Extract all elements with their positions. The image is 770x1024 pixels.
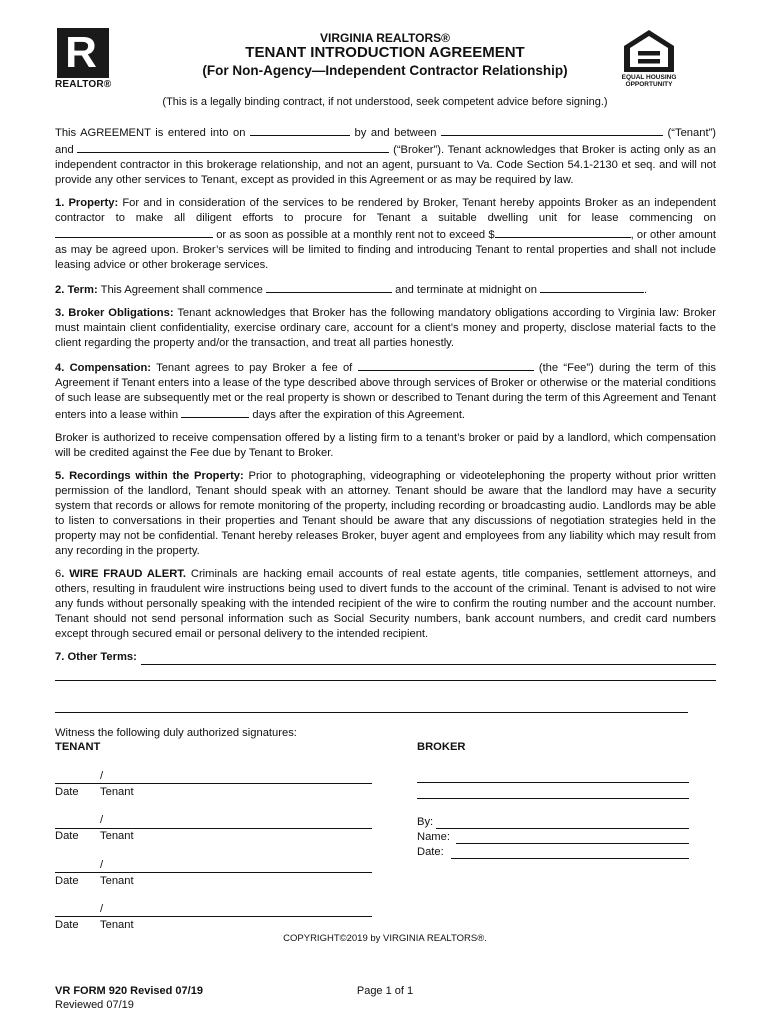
max-rent-field[interactable]	[495, 226, 631, 238]
broker-printed-name-field[interactable]	[456, 843, 689, 844]
tenant-sig-2-slash: /	[100, 814, 104, 826]
tenant-signature-3-field[interactable]	[55, 872, 372, 873]
intro-text-3: (“Tenant”) and	[55, 127, 717, 156]
tenant-sig-4-tenant-label: Tenant	[100, 919, 134, 931]
copyright: COPYRIGHT©2019 by VIRGINIA REALTORS®.	[283, 933, 487, 944]
broker-firm-field[interactable]	[417, 782, 689, 783]
agreement-date-field[interactable]	[250, 124, 350, 136]
compensation-text-1: Tenant agrees to pay Broker a fee of	[156, 362, 353, 374]
fee-field[interactable]	[358, 359, 534, 371]
intro-text-1: This AGREEMENT is entered into on	[55, 127, 246, 139]
reviewed-date: Reviewed 07/19	[55, 999, 134, 1011]
recordings-text: Prior to photographing, videographing or videotelephoning the property without prior written permission of the landlord, Tenant should speak with an attorney. Tenant should be aware that the landlord may have a security system that records or allows for remote monitoring of the property, including recording or broadcasting audio. Landlords may be able to listen to conversations in their properties and Tenant should be aware that any discussions of negotiation strategies held in the property may not be confidential. Tenant hereby releases Broker, buyer agent and employees from any liability which may result from any recording in the property.	[55, 470, 716, 557]
tenant-sig-1-tenant-label: Tenant	[100, 786, 134, 798]
recordings-paragraph	[55, 469, 716, 559]
term-end-field[interactable]	[540, 281, 644, 293]
tenant-sig-4-date-label: Date	[55, 919, 79, 931]
property-heading: 1. Property:	[55, 197, 119, 209]
term-start-field[interactable]	[266, 281, 392, 293]
form-subtitle: (For Non-Agency—Independent Contractor Relationship)	[202, 63, 568, 78]
equal-housing-caption-line2: OPPORTUNITY	[625, 81, 673, 88]
broker-date-label: Date:	[417, 846, 444, 858]
days-after-field[interactable]	[181, 406, 249, 418]
tenant-name-field[interactable]	[441, 124, 663, 136]
compensation-paragraph-2: Broker is authorized to receive compensation offered by a listing firm to a tenant’s broker or paid by a landlord, which compensation will be credited against the Fee due by Tenant to Broker.	[55, 432, 716, 459]
tenant-sig-2-date-label: Date	[55, 830, 79, 842]
term-text-1: This Agreement shall commence	[100, 284, 263, 296]
term-paragraph	[55, 281, 716, 298]
compensation-heading: 4. Compensation:	[55, 362, 152, 374]
obligations-text: Tenant acknowledges that Broker has the following mandatory obligations according to Virginia law: Broker must maintain client confidentiality, exercise ordinary care, account for a client’s money and property, disclose material facts to the client regarding the property and/or the transaction, and treat all parties honestly.	[55, 307, 716, 349]
compensation-text-2: (the “Fee”) during the term of this Agreement if Tenant enters into a lease of the type described above through services of Broker or otherwise or the material conditions of such lease are subsequently met or the real property is shown or described to Tenant during the term of this Agreement and Tenant enters into a lease within	[55, 362, 717, 421]
intro-text-2: by and between	[354, 127, 437, 139]
broker-by-label: By:	[417, 816, 434, 828]
broker-heading: BROKER	[417, 741, 466, 753]
agreement-body	[55, 124, 716, 681]
broker-date-field[interactable]	[451, 858, 689, 859]
other-terms-field[interactable]	[141, 652, 716, 665]
recordings-heading: 5. Recordings within the Property:	[55, 470, 244, 482]
term-heading: 2. Term:	[55, 284, 98, 296]
compensation-paragraph	[55, 359, 716, 423]
legal-notice: (This is a legally binding contract, if not understood, seek competent advice before signing.)	[162, 96, 608, 108]
wire-fraud-number: 6	[55, 568, 62, 580]
obligations-paragraph	[55, 306, 716, 351]
realtor-logo-letter: R	[65, 28, 97, 77]
tenant-sig-1-date-label: Date	[55, 786, 79, 798]
broker-firm-field-2[interactable]	[417, 798, 689, 799]
section-divider	[55, 712, 688, 713]
form-title: TENANT INTRODUCTION AGREEMENT	[245, 44, 525, 61]
wire-fraud-text: Criminals are hacking email accounts of real estate agents, title companies, settlement attorneys, and others, resulting in fraudulent wire instructions being used to divert funds to the account of the criminal. Tenant is advised to not wire any funds without personally speaking with the intended recipient of the wire to confirm the routing number and the account number. Tenant should not send personal information such as Social Security numbers, bank account numbers, and credit card numbers except through secured email or personal delivery to the intended recipient.	[55, 568, 716, 640]
tenant-sig-1-slash: /	[100, 770, 104, 782]
tenant-sig-3-tenant-label: Tenant	[100, 875, 134, 887]
term-text-3: .	[644, 284, 648, 296]
wire-fraud-heading: . WIRE FRAUD ALERT.	[61, 568, 186, 580]
intro-text-4: (“Broker”). Tenant acknowledges that Broker is acting only as an independent contractor in this brokerage relationship, and not an agent, pursuant to Va. Code Section 54.1-2130 et seq. and will not provide any other services to Tenant, except as provided in this Agreement or as may be required by law.	[55, 144, 717, 186]
form-id: VR FORM 920 Revised 07/19	[55, 985, 203, 997]
property-text-1: For and in consideration of the services to be rendered by Broker, Tenant hereby appoints Broker as an independent contractor to make all diligent efforts to procure for Tenant a suitable dwelling unit for lease commencing on	[55, 197, 716, 224]
tenant-sig-3-date-label: Date	[55, 875, 79, 887]
property-text-2: or as soon as possible at a monthly rent not to exceed $	[216, 229, 495, 241]
compensation-text-3: days after the expiration of this Agreement.	[252, 409, 466, 421]
broker-name-label: Name:	[417, 831, 450, 843]
property-text-3: , or other amount as may be agreed upon. Broker’s services will be limited to finding and introducing Tenant to rental properties and shall not include leasing advice or other brokerage services.	[55, 229, 717, 271]
other-terms-field-line-2[interactable]	[55, 665, 716, 681]
other-terms-row	[55, 650, 716, 665]
tenant-sig-4-slash: /	[100, 903, 104, 915]
property-paragraph	[55, 196, 716, 273]
tenant-sig-3-slash: /	[100, 859, 104, 871]
lease-commencing-field[interactable]	[55, 226, 213, 238]
tenant-signature-2-field[interactable]	[55, 828, 372, 829]
intro-paragraph	[55, 124, 716, 188]
tenant-sig-2-tenant-label: Tenant	[100, 830, 134, 842]
org-name: VIRGINIA REALTORS®	[320, 31, 450, 45]
realtor-logo-text: REALTOR®	[55, 79, 112, 90]
obligations-heading: 3. Broker Obligations:	[55, 307, 174, 319]
term-text-2: and terminate at midnight on	[395, 284, 537, 296]
witness-text: Witness the following duly authorized signatures:	[55, 727, 297, 739]
broker-by-field[interactable]	[436, 828, 689, 829]
tenant-signature-1-field[interactable]	[55, 783, 372, 784]
tenant-heading: TENANT	[55, 741, 101, 753]
wire-fraud-paragraph	[55, 567, 716, 642]
page-number: Page 1 of 1	[356, 985, 414, 997]
other-terms-heading: 7. Other Terms:	[55, 651, 137, 663]
equal-housing-caption-line1: EQUAL HOUSING	[621, 74, 677, 81]
broker-name-field[interactable]	[77, 141, 389, 153]
tenant-signature-4-field[interactable]	[55, 916, 372, 917]
